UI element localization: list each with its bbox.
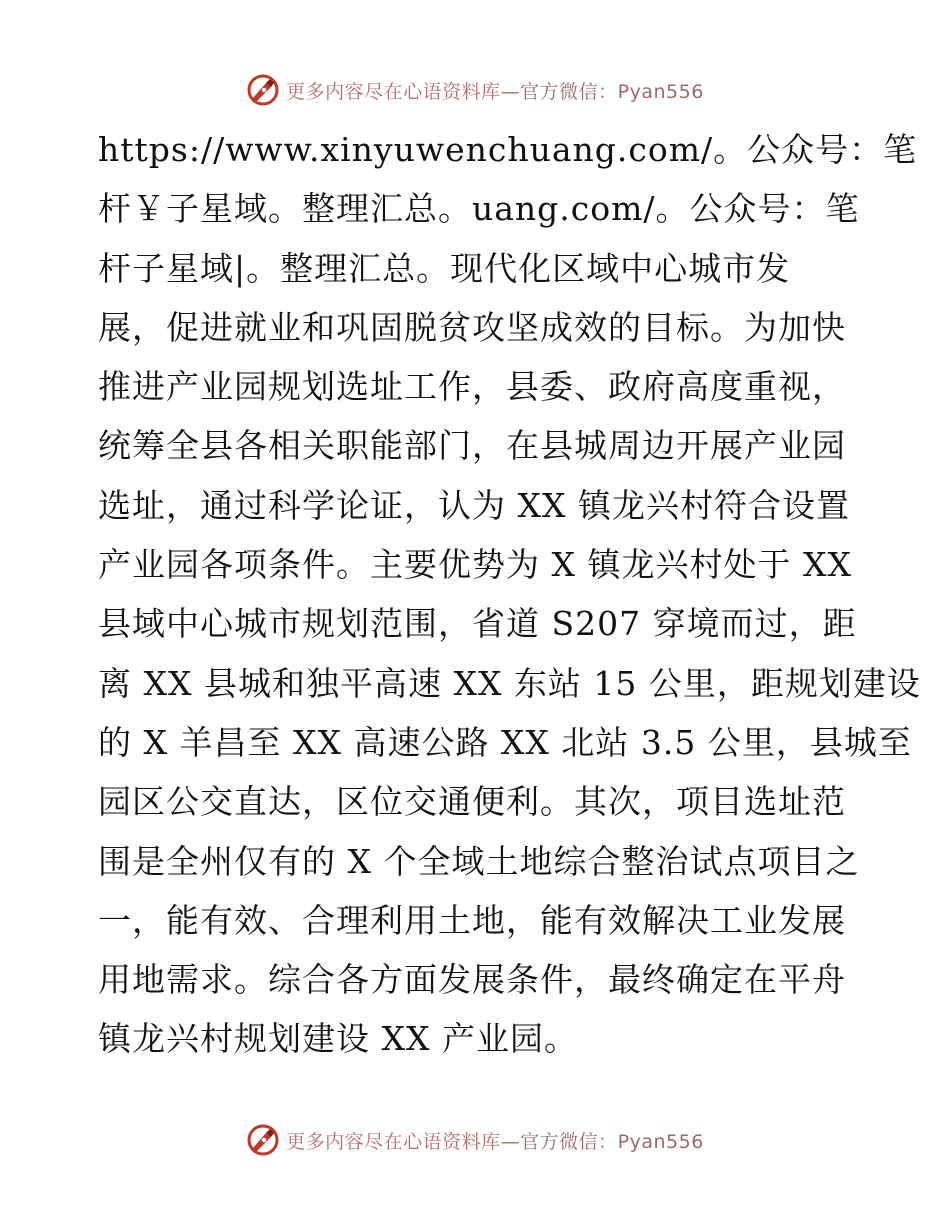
header-separator: —	[500, 80, 521, 103]
body-line: 选址，通过科学论证，认为 XX 镇龙兴村符合设置	[98, 485, 850, 525]
body-line: 推进产业园规划选址工作，县委、政府高度重视，	[98, 367, 846, 407]
body-line: 统筹全县各相关职能部门，在县城周边开展产业园	[98, 426, 846, 466]
body-line: 杆￥子星域。整理汇总。uang.com/。公众号：笔	[98, 189, 860, 229]
footer-brand-label: 更多内容尽在心语资料库	[286, 1130, 501, 1153]
document-body	[98, 120, 921, 1069]
header-brand-text	[286, 77, 704, 104]
body-line: 离 XX 县城和独平高速 XX 东站 15 公里，距规划建设	[98, 663, 921, 703]
body-line: 用地需求。综合各方面发展条件，最终确定在平舟	[98, 960, 846, 1000]
header-contact: 官方微信：Pyan556	[520, 80, 704, 103]
header-banner	[0, 70, 950, 110]
footer-brand-text	[286, 1127, 704, 1154]
footer-separator: —	[500, 1130, 521, 1153]
body-line: 产业园各项条件。主要优势为 X 镇龙兴村处于 XX	[98, 545, 852, 585]
body-line: https://www.xinyuwenchuang.com/。公众号：笔	[98, 130, 918, 169]
body-line: 杆子星域|。整理汇总。现代化区域中心城市发	[98, 248, 791, 288]
body-line: 一，能有效、合理利用土地，能有效解决工业发展	[98, 900, 846, 940]
body-line: 园区公交直达，区位交通便利。其次，项目选址范	[98, 782, 846, 822]
pen-nib-logo-icon	[246, 73, 280, 107]
body-line: 的 X 羊昌至 XX 高速公路 XX 北站 3.5 公里，县城至	[98, 722, 912, 762]
body-line: 围是全州仅有的 X 个全域土地综合整治试点项目之	[98, 841, 860, 881]
footer-contact: 官方微信：Pyan556	[520, 1130, 704, 1153]
header-brand-label: 更多内容尽在心语资料库	[286, 80, 501, 103]
pen-nib-logo-icon	[246, 1123, 280, 1157]
footer-banner	[0, 1120, 950, 1160]
body-line: 镇龙兴村规划建设 XX 产业园。	[98, 1019, 578, 1059]
body-line: 县域中心城市规划范围，省道 S207 穿境而过，距	[98, 604, 857, 644]
body-line: 展，促进就业和巩固脱贫攻坚成效的目标。为加快	[98, 307, 846, 347]
